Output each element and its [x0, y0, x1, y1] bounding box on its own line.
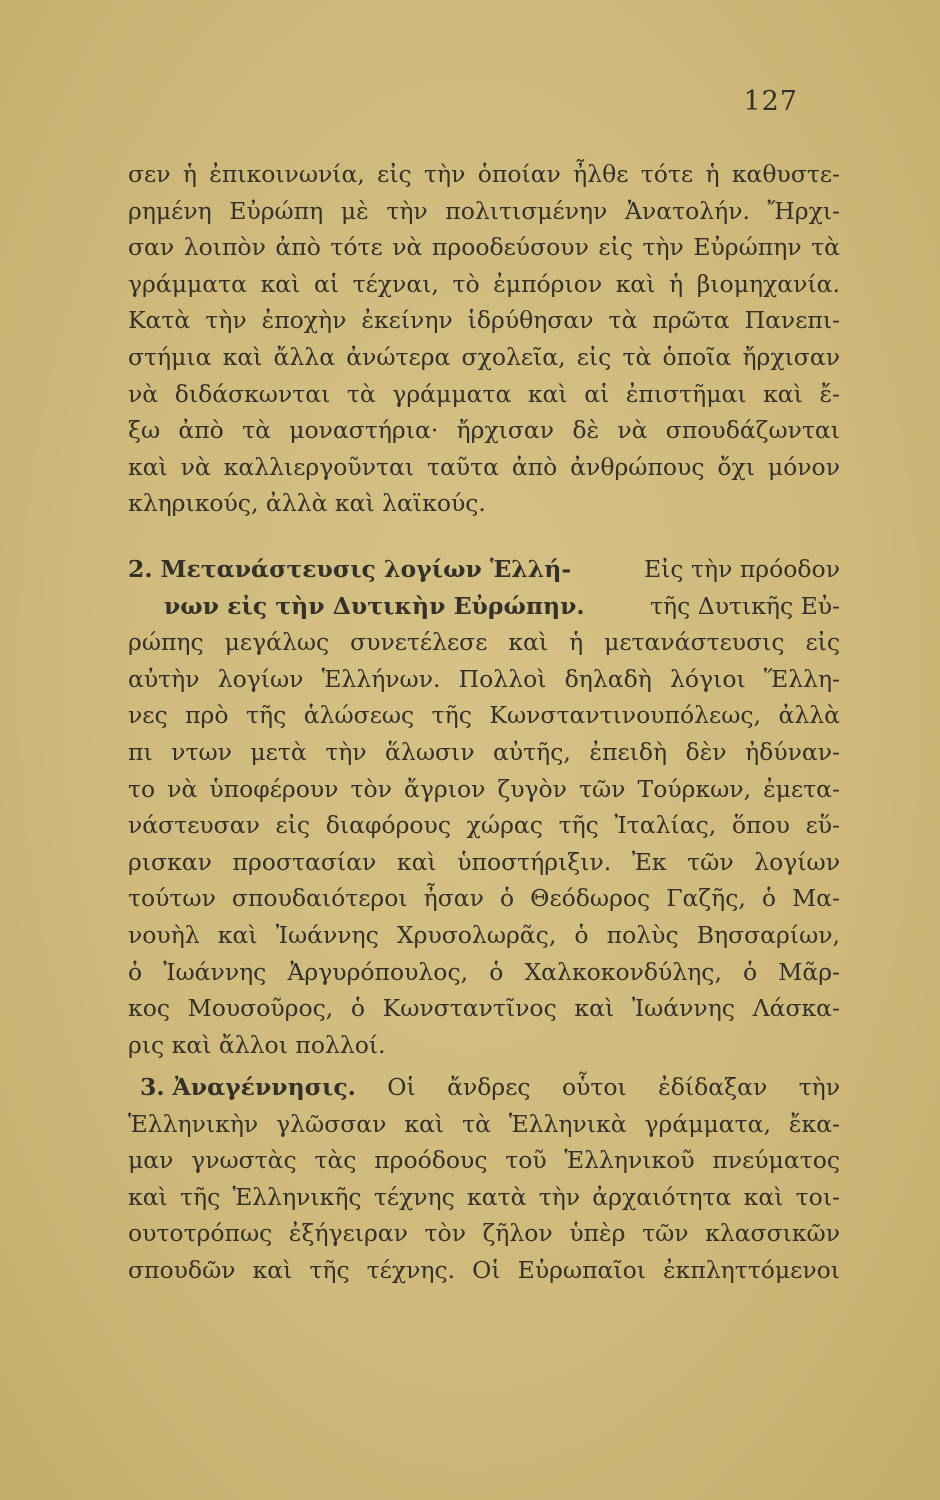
text-line: νάστευσαν εἰς διαφόρους χώρας τῆς Ἰταλίας, ὅπου εὕ- [128, 811, 840, 840]
text-line: νες πρὸ τῆς ἁλώσεως τῆς Κωνσταντινουπόλεως, ἀλλὰ [128, 701, 840, 730]
section-2-side-text-continued: τῆς Δυτικῆς Εὐ- [650, 591, 840, 620]
text-line: τούτων σπουδαιότεροι ἦσαν ὁ Θεόδωρος Γαζῆς, ὁ Μα- [128, 884, 840, 913]
paragraph-1 [128, 156, 840, 522]
text-line: κος Μουσοῦρος, ὁ Κωνσταντῖνος καὶ Ἰωάννης Λάσκα- [128, 994, 840, 1023]
section-3-heading: Ἀναγέννησις. [172, 1073, 356, 1101]
section-2-heading-line-1 [128, 551, 840, 588]
text-line: στήμια καὶ ἄλλα ἀνώτερα σχολεῖα, εἰς τὰ ὁποῖα ἤρχισαν [128, 342, 840, 371]
text-line: το νὰ ὑποφέρουν τὸν ἄγριον ζυγὸν τῶν Τούρκων, ἐμετα- [128, 774, 840, 803]
section-2-number: 2. [128, 555, 153, 583]
section-2-heading-line-2 [128, 588, 840, 625]
text-line: νουὴλ καὶ Ἰωάννης Χρυσολωρᾶς, ὁ πολὺς Βησσαρίων, [128, 920, 840, 949]
text-line: μαν γνωστὰς τὰς προόδους τοῦ Ἑλληνικοῦ πνεύματος [128, 1146, 840, 1175]
text-line: ρις καὶ ἄλλοι πολλοί. [128, 1030, 386, 1059]
text-line: σεν ἡ ἐπικοινωνία, εἰς τὴν ὁποίαν ἦλθε τότε ἡ καθυστε- [128, 160, 840, 188]
page-number: 127 [743, 86, 798, 117]
section-2-heading: Μετανάστευσις λογίων Ἑλλή- [160, 555, 572, 583]
text-line: νὰ διδάσκωνται τὰ γράμματα καὶ αἱ ἐπιστῆμαι καὶ ἔ- [128, 379, 840, 408]
text-line: καὶ τῆς Ἑλληνικῆς τέχνης κατὰ τὴν ἀρχαιότητα καὶ τοι- [128, 1182, 840, 1211]
text-line: ρισκαν προστασίαν καὶ ὑποστήριξιν. Ἐκ τῶν λογίων [128, 847, 840, 876]
text-line: καὶ νὰ καλλιεργοῦνται ταῦτα ἀπὸ ἀνθρώπους ὄχι μόνον [128, 452, 840, 481]
text-line: σπουδῶν καὶ τῆς τέχνης. Οἱ Εὐρωπαῖοι ἐκπληττόμενοι [128, 1255, 840, 1284]
text-line: πι ντων μετὰ τὴν ἅλωσιν αὐτῆς, ἐπειδὴ δὲν ἠδύναν- [128, 737, 840, 766]
section-3-heading-line [128, 1069, 840, 1106]
section-2 [128, 551, 840, 1063]
text-line: ὁ Ἰωάννης Ἀργυρόπουλος, ὁ Χαλκοκονδύλης, ὁ Μᾶρ- [128, 957, 840, 986]
text-line: Κατὰ τὴν ἐποχὴν ἐκείνην ἱδρύθησαν τὰ πρῶτα Πανεπι- [128, 306, 840, 335]
text-line: σαν λοιπὸν ἀπὸ τότε νὰ προοδεύσουν εἰς τὴν Εὐρώπην τὰ [128, 233, 840, 262]
section-2-side-text: Εἰς τὴν πρόοδον [644, 555, 840, 583]
section-3-first-line-text: Οἱ ἄνδρες οὗτοι ἐδίδαξαν τὴν [387, 1073, 840, 1101]
text-line: γράμματα καὶ αἱ τέχναι, τὸ ἐμπόριον καὶ ἡ βιομηχανία. [128, 269, 840, 298]
section-3 [128, 1069, 840, 1289]
text-line: ουτοτρόπως ἐξήγειραν τὸν ζῆλον ὑπὲρ τῶν κλασσικῶν [128, 1219, 840, 1248]
section-3-number: 3. [140, 1073, 165, 1101]
text-line: Ἑλληνικὴν γλῶσσαν καὶ τὰ Ἑλληνικὰ γράμματα, ἔκα- [128, 1109, 840, 1138]
text-line: κληρικούς, ἀλλὰ καὶ λαϊκούς. [128, 489, 486, 518]
text-line: αὐτὴν λογίων Ἑλλήνων. Πολλοὶ δηλαδὴ λόγιοι Ἕλλη- [128, 664, 840, 693]
text-line: ρώπης μεγάλως συνετέλεσε καὶ ἡ μετανάστευσις εἰς [128, 628, 840, 657]
text-line: ξω ἀπὸ τὰ μοναστήρια· ἤρχισαν δὲ νὰ σπουδάζωνται [128, 416, 840, 445]
text-line: ρημένη Εὐρώπη μὲ τὴν πολιτισμένην Ἀνατολήν. Ἤρχι- [128, 196, 840, 225]
section-2-heading-continued: νων εἰς τὴν Δυτικὴν Εὐρώπην. [164, 591, 585, 620]
